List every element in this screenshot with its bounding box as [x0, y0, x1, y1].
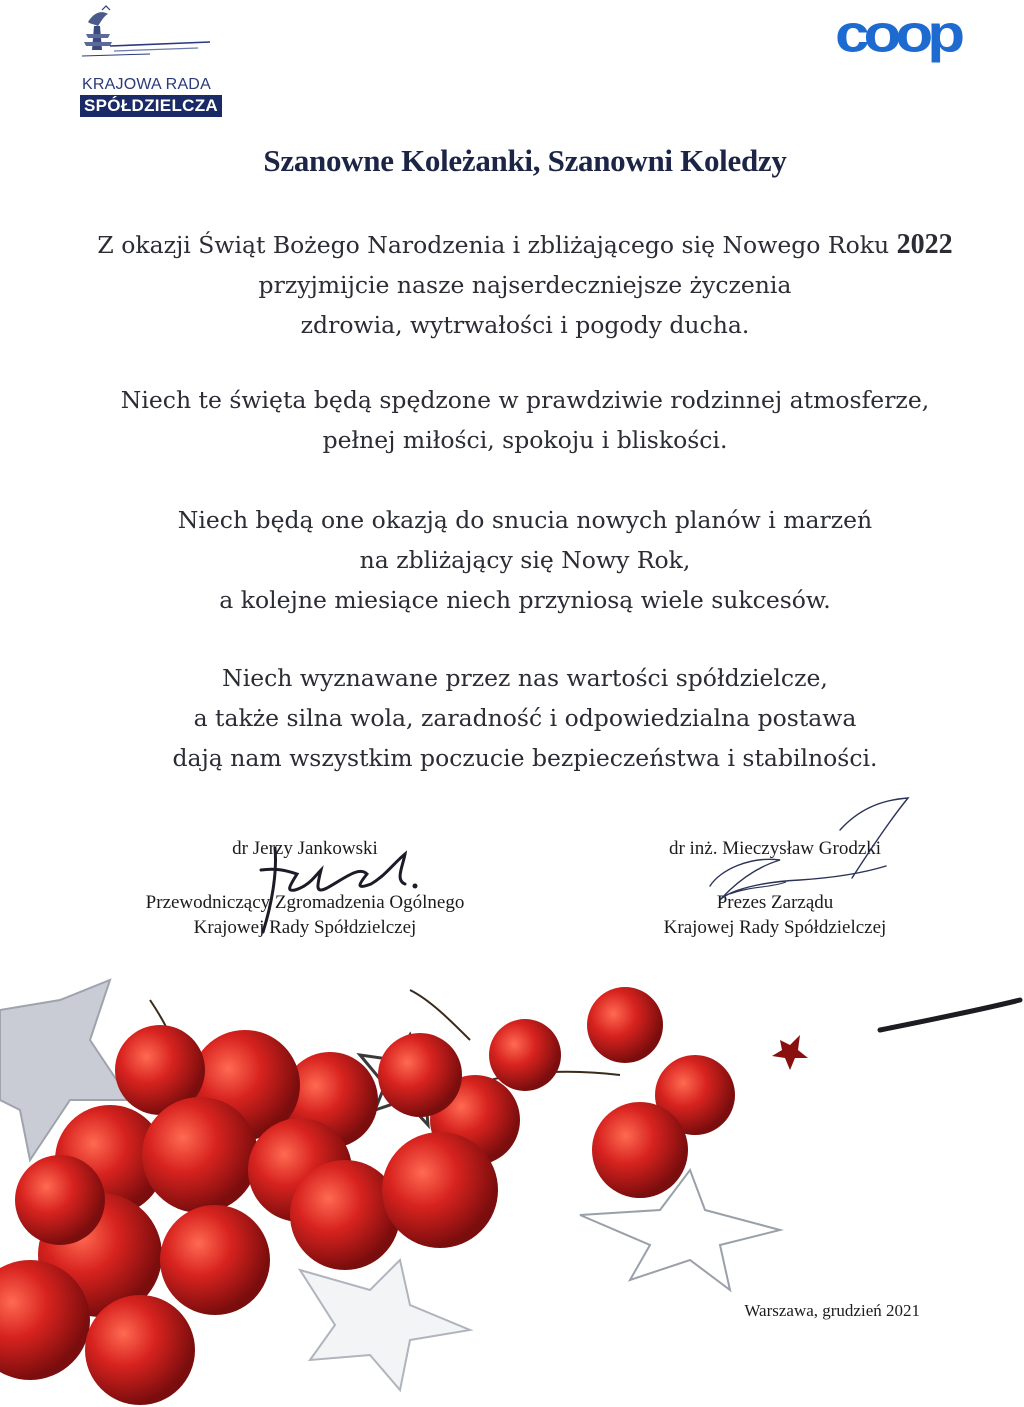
krs-logo-line1: KRAJOWA RADA [82, 76, 211, 93]
paragraph-line: przyjmijcie nasze najserdeczniejsze życzenia [258, 271, 792, 299]
wishes-paragraph-4 [0, 658, 1024, 778]
place-and-date: Warszawa, grudzień 2021 [744, 1301, 920, 1320]
paragraph-line [0, 225, 1024, 265]
paragraph-line: zdrowia, wytrwałości i pogody ducha. [300, 311, 750, 339]
wishes-paragraph-2 [0, 380, 1024, 460]
handwritten-signature-right-icon [690, 790, 920, 920]
greeting-headline: Szanowne Koleżanki, Szanowni Koledzy [263, 143, 787, 178]
paragraph-line: a także silna wola, zaradność i odpowiedzialna postawa [193, 704, 857, 732]
paragraph-line: Niech wyznawane przez nas wartości spółdzielcze, [222, 664, 828, 692]
krajowa-rada-spoldzielcza-logo [80, 4, 230, 116]
paragraph-line: Niech te święta będą spędzone w prawdziwie rodzinnej atmosferze, [120, 386, 930, 414]
paragraph-line: dają nam wszystkim poczucie bezpieczeństwa i stabilności. [172, 744, 878, 772]
signatory-role: Przewodniczący Zgromadzenia Ogólnego [145, 892, 465, 913]
christmas-berries-decoration [0, 960, 1024, 1407]
paragraph-line-text: Z okazji Świąt Bożego Narodzenia i zbliżającego się Nowego Roku [97, 231, 890, 259]
krs-emblem-icon [80, 4, 220, 74]
krs-logo-line2: SPÓŁDZIELCZA [80, 95, 222, 117]
signatory-role: Prezes Zarządu [716, 892, 834, 913]
coop-logo: coop [835, 4, 960, 64]
paragraph-line: Niech będą one okazją do snucia nowych planów i marzeń [177, 506, 873, 534]
paragraph-line: pełnej miłości, spokoju i bliskości. [322, 426, 728, 454]
wishes-paragraph-1 [0, 225, 1024, 345]
signatory-name: dr Jerzy Jankowski [232, 838, 378, 859]
year-highlight: 2022 [896, 229, 953, 260]
signatory-organization: Krajowej Rady Spółdzielczej [193, 917, 417, 938]
signatory-name: dr inż. Mieczysław Grodzki [668, 838, 882, 859]
paragraph-line: na zbliżający się Nowy Rok, [359, 546, 691, 574]
signatory-organization: Krajowej Rady Spółdzielczej [663, 917, 887, 938]
paragraph-line: a kolejne miesiące niech przyniosą wiele sukcesów. [219, 586, 831, 614]
wishes-paragraph-3 [0, 500, 1024, 620]
handwritten-signature-left-icon [255, 840, 435, 940]
